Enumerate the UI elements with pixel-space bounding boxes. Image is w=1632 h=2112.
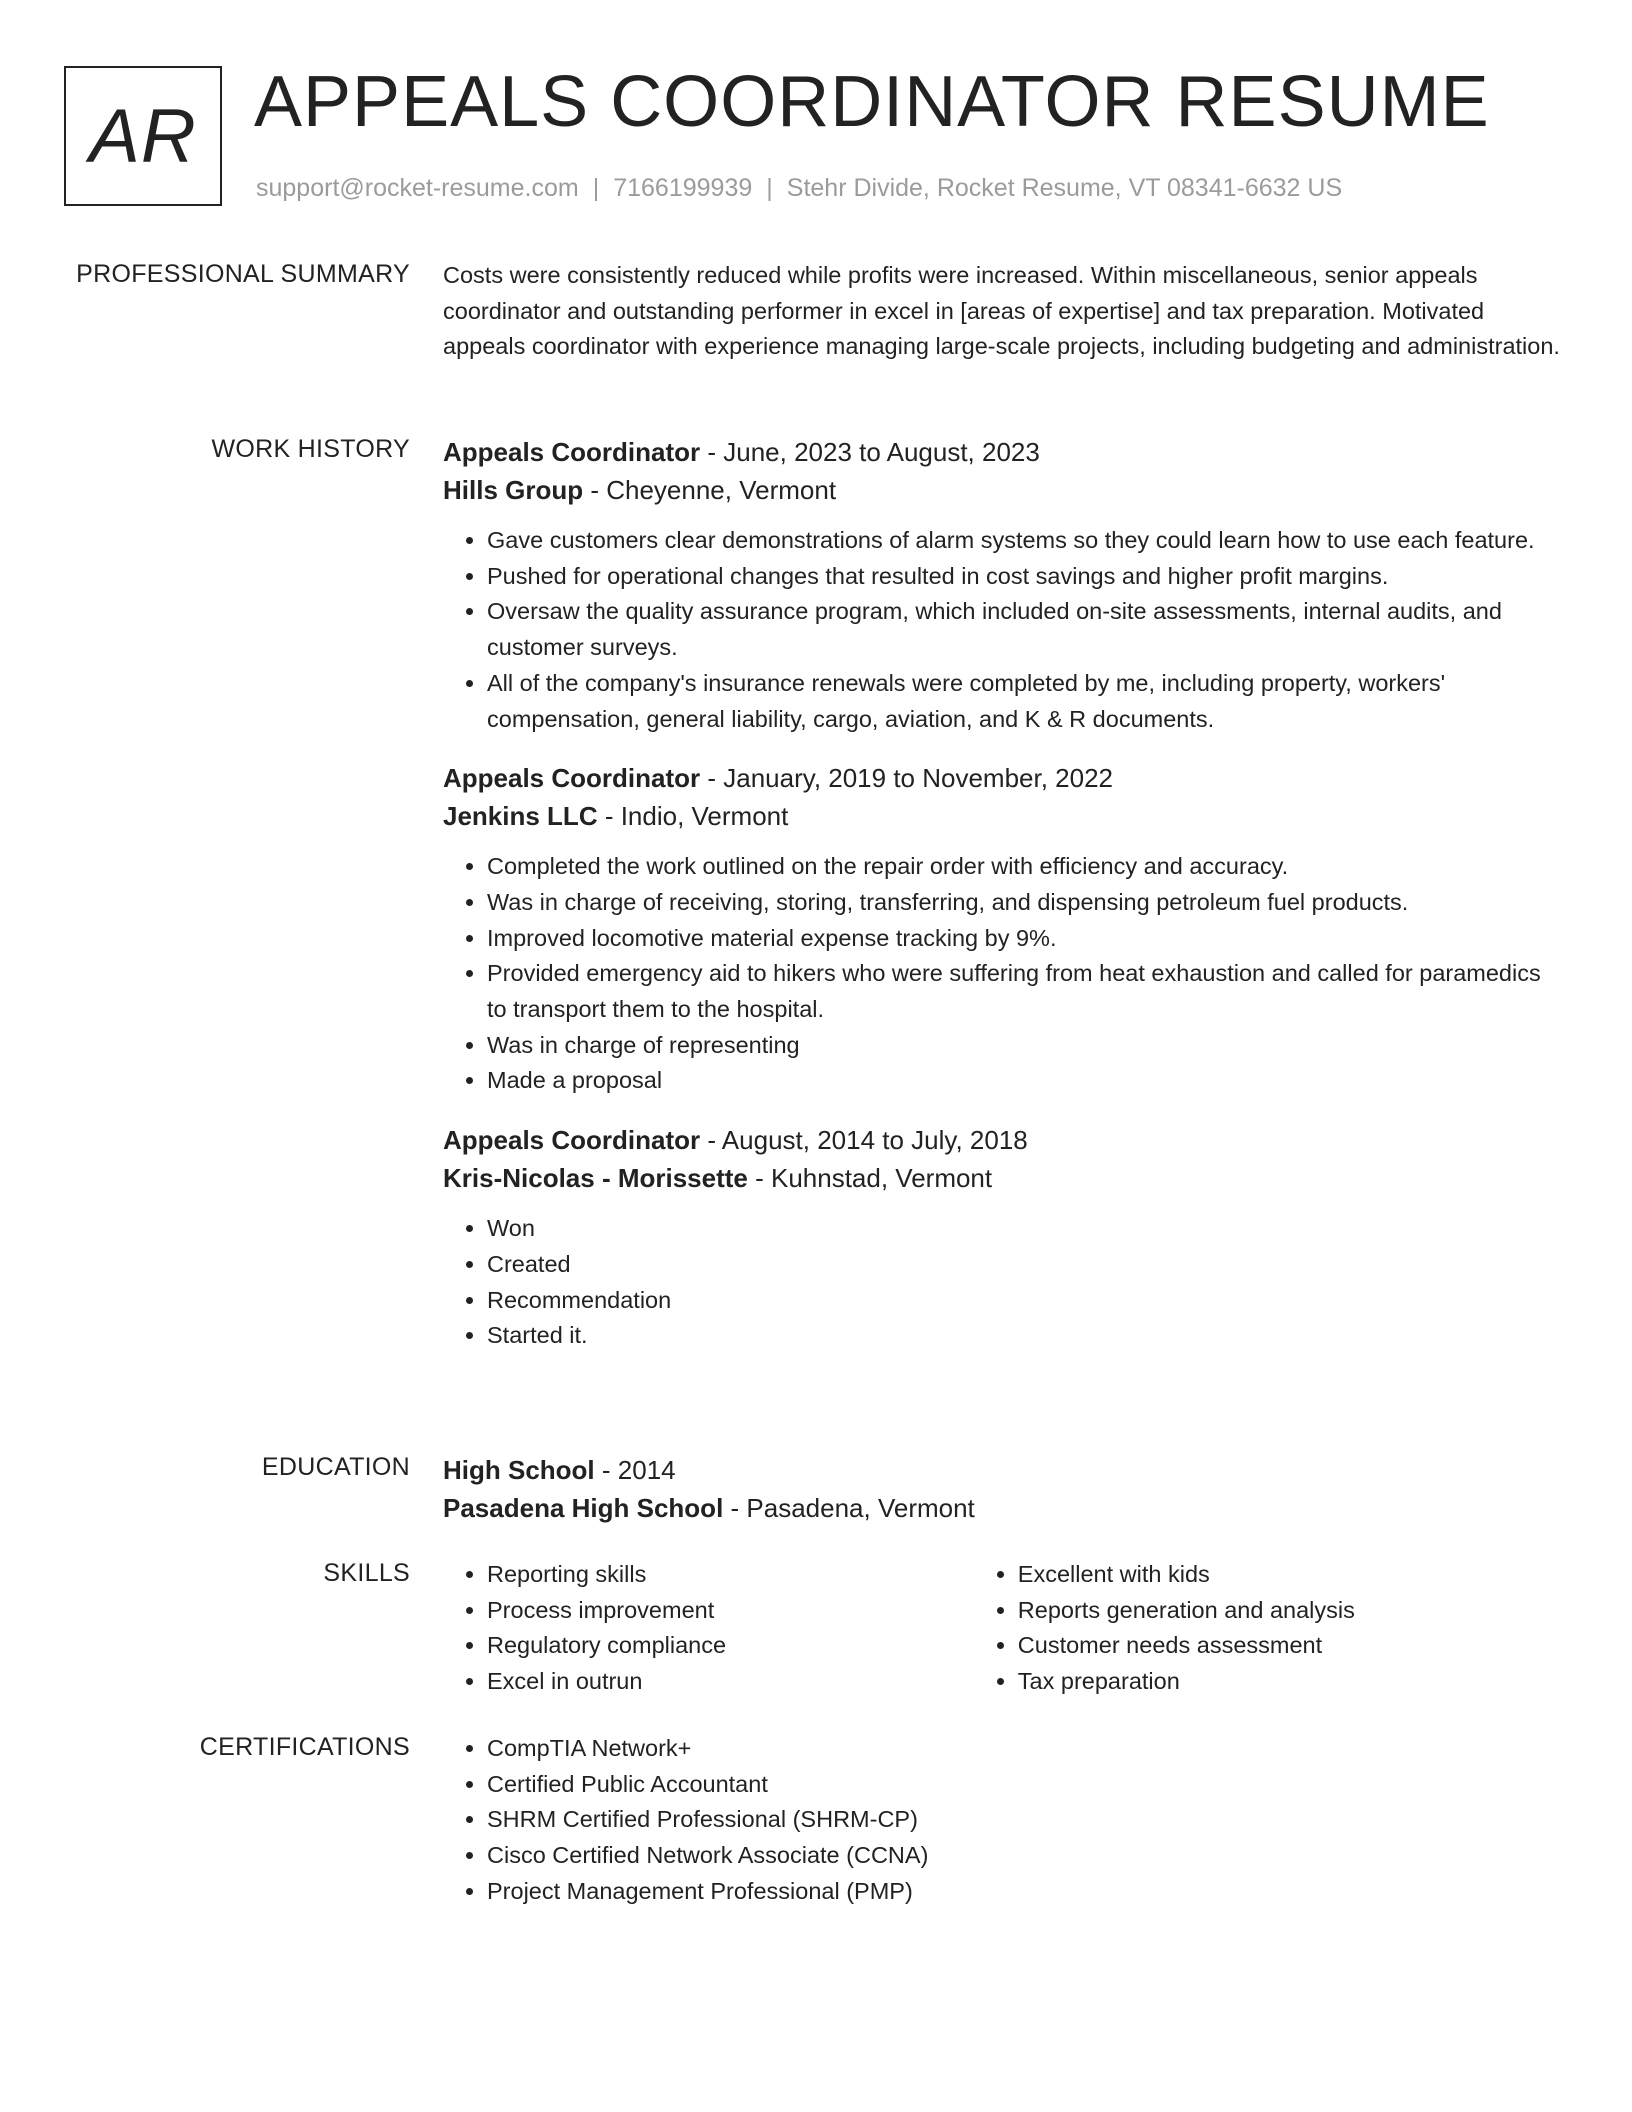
- list-item: • Cisco Certified Network Associate (CCNA): [487, 1838, 1563, 1874]
- list-item: • Made a proposal: [487, 1063, 1563, 1099]
- job-title-line: [443, 759, 1563, 797]
- contact-line: [256, 174, 1342, 203]
- education-location: - Pasadena, Vermont: [723, 1493, 975, 1523]
- job-company: Hills Group: [443, 475, 584, 505]
- job-entry: [443, 759, 1563, 1099]
- list-item: • Excellent with kids: [1018, 1557, 1563, 1593]
- monogram-badge: AR: [64, 66, 222, 206]
- list-item: • Regulatory compliance: [487, 1628, 974, 1664]
- list-item: • Won: [487, 1211, 1563, 1247]
- job-company-line: [443, 797, 1563, 835]
- contact-phone[interactable]: 7166199939: [613, 174, 753, 202]
- job-title-line: [443, 433, 1563, 471]
- list-item: • Excel in outrun: [487, 1664, 974, 1700]
- list-item: • Certified Public Accountant: [487, 1767, 1563, 1803]
- list-item: • Reports generation and analysis: [1018, 1593, 1563, 1629]
- skills-column-left: [443, 1557, 974, 1700]
- education-degree-line: [443, 1451, 1563, 1489]
- job-location: - Indio, Vermont: [597, 801, 789, 832]
- section-label: SKILLS: [323, 1559, 410, 1587]
- list-item: • Started it.: [487, 1318, 1563, 1354]
- contact-address: Stehr Divide, Rocket Resume, VT 08341-6632 US: [786, 174, 1343, 202]
- job-bullets: [443, 849, 1563, 1099]
- section-body: [443, 1731, 1563, 1910]
- list-item: • Process improvement: [487, 1593, 974, 1629]
- job-title: Appeals Coordinator: [443, 763, 701, 794]
- skills-column-right: [974, 1557, 1563, 1700]
- job-bullets: [443, 1211, 1563, 1354]
- list-item: • Customer needs assessment: [1018, 1628, 1563, 1664]
- contact-separator: |: [592, 174, 600, 202]
- job-entry: [443, 1121, 1563, 1354]
- section-body: [443, 433, 1563, 1370]
- list-item: • Pushed for operational changes that resulted in cost savings and higher profit margins.: [487, 559, 1563, 595]
- job-title: Appeals Coordinator: [443, 437, 701, 467]
- job-location: - Kuhnstad, Vermont: [747, 1163, 993, 1194]
- list-item: • CompTIA Network+: [487, 1731, 1563, 1767]
- job-location: - Cheyenne, Vermont: [583, 475, 837, 505]
- section-label: CERTIFICATIONS: [199, 1733, 410, 1761]
- section-label: WORK HISTORY: [211, 435, 410, 463]
- education-year: - 2014: [594, 1455, 676, 1485]
- list-item: • Gave customers clear demonstrations of alarm systems so they could learn how to use each feature.: [487, 523, 1563, 559]
- section-body: [443, 1557, 1563, 1700]
- list-item: • All of the company's insurance renewals were completed by me, including property, workers' compensation, general liability, cargo, aviation, and K & R documents.: [487, 666, 1563, 737]
- job-dates: - June, 2023 to August, 2023: [700, 437, 1040, 467]
- job-company: Kris-Nicolas - Morissette: [443, 1163, 748, 1194]
- contact-email[interactable]: support@rocket-resume.com: [256, 174, 579, 202]
- list-item: • Was in charge of representing: [487, 1028, 1563, 1064]
- section-label: EDUCATION: [261, 1453, 410, 1481]
- list-item: • Oversaw the quality assurance program, which included on-site assessments, internal audits, and customer surveys.: [487, 594, 1563, 665]
- contact-separator: |: [766, 174, 773, 202]
- job-title-line: [443, 1121, 1563, 1159]
- job-company-line: [443, 471, 1563, 509]
- education-school-line: [443, 1489, 1563, 1527]
- list-item: • Completed the work outlined on the repair order with efficiency and accuracy.: [487, 849, 1563, 885]
- section-body: [443, 1451, 1563, 1527]
- resume-title: APPEALS COORDINATOR RESUME: [254, 62, 1490, 142]
- list-item: • Recommendation: [487, 1283, 1563, 1319]
- education-school: Pasadena High School: [443, 1493, 724, 1523]
- section-body: [443, 258, 1563, 365]
- list-item: • Project Management Professional (PMP): [487, 1874, 1563, 1910]
- list-item: • Improved locomotive material expense tracking by 9%.: [487, 921, 1563, 957]
- job-title: Appeals Coordinator: [443, 1125, 701, 1156]
- list-item: • Created: [487, 1247, 1563, 1283]
- list-item: • Reporting skills: [487, 1557, 974, 1593]
- list-item: • Tax preparation: [1018, 1664, 1563, 1700]
- list-item: • SHRM Certified Professional (SHRM-CP): [487, 1802, 1563, 1838]
- list-item: • Provided emergency aid to hikers who were suffering from heat exhaustion and called for paramedics to transport them to the hospital.: [487, 956, 1563, 1027]
- job-company-line: [443, 1159, 1563, 1197]
- summary-text: Costs were consistently reduced while profits were increased. Within miscellaneous, senior appeals coordinator and outstanding performer in excel in [areas of expertise] and tax preparation. Motivated appeals coordinator with experience managing large-scale projects, including budgeting and administration.: [443, 262, 1560, 360]
- job-bullets: [443, 523, 1563, 737]
- skills-grid: [443, 1557, 1563, 1700]
- job-entry: [443, 433, 1563, 737]
- job-company: Jenkins LLC: [443, 801, 598, 832]
- education-degree: High School: [443, 1455, 595, 1485]
- job-dates: - August, 2014 to July, 2018: [700, 1125, 1028, 1156]
- section-label: PROFESSIONAL SUMMARY: [76, 260, 410, 288]
- certifications-list: [443, 1731, 1563, 1910]
- list-item: • Was in charge of receiving, storing, transferring, and dispensing petroleum fuel products.: [487, 885, 1563, 921]
- job-dates: - January, 2019 to November, 2022: [700, 763, 1114, 794]
